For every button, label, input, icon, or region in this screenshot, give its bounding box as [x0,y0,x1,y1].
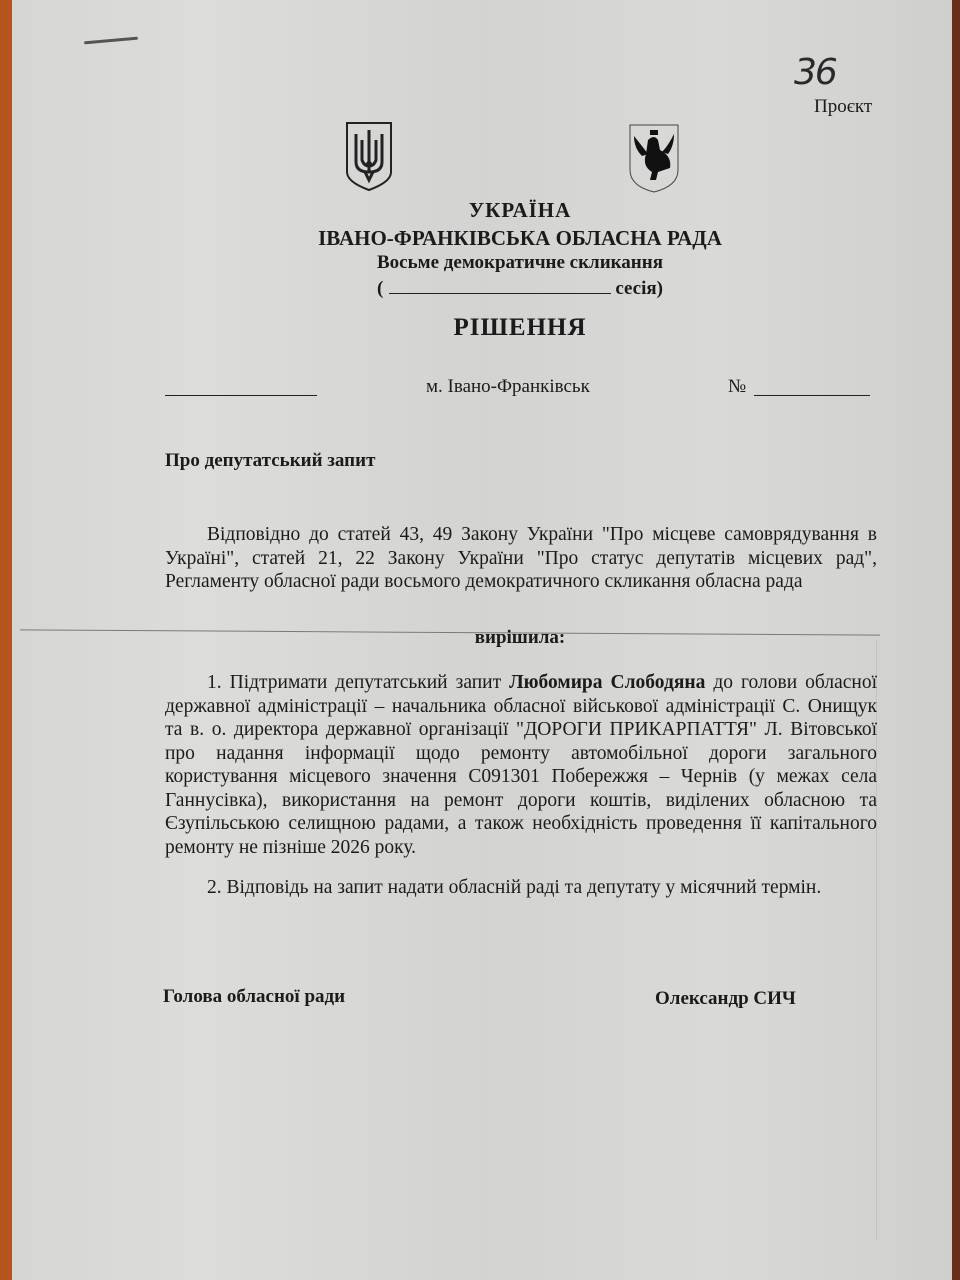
number-blank [754,395,870,396]
signature-name: Олександр СИЧ [655,988,796,1009]
signature-title: Голова обласної ради [163,986,346,1007]
number-label: № [728,376,747,397]
ivano-frankivsk-jackdaw-emblem-icon [628,122,680,194]
session-open-paren: ( [377,278,384,299]
session-line [0,277,960,300]
city-label: м. Івано-Франківськ [426,376,590,397]
date-blank [165,395,317,396]
document-type-heading: РІШЕННЯ [453,314,587,341]
resolution-item-1 [165,671,877,859]
draft-label: Проєкт [814,96,873,117]
session-label: сесія) [615,278,663,299]
item-1-suffix: до голови обласної державної адміністрації – начальника обласної військової адміністрації С. Онищук та в. о. директора державної організації "ДОРОГИ ПРИКАРПАТТЯ" Л. Вітовської про надання інформації щодо ремонту автомобільної дороги загального користування місцевого значення С091301 Побережжя – Чернів (у межах села Ганнусівка), використання на ремонт дороги коштів, виділених обласною та Єзупільською селищною радами, а також необхідність проведення її капітального ремонту не пізніше 2026 року. [165,672,877,858]
deputy-name: Любомира Слободяна [509,672,706,693]
resolution-item-2: 2. Відповідь на запит надати обласній раді та депутату у місячний термін. [207,877,822,898]
handwritten-page-number: 36 [794,52,836,93]
country-heading: УКРАЇНА [468,198,572,222]
ukraine-trident-icon [344,120,394,192]
session-blank [389,277,611,294]
document-subject: Про депутатський запит [165,450,376,471]
convocation-heading: Восьме демократичне скликання [377,252,663,273]
item-1-prefix: 1. Підтримати депутатський запит [207,672,510,693]
council-heading: ІВАНО-ФРАНКІВСЬКА ОБЛАСНА РАДА [318,226,722,250]
resolved-heading: вирішила: [474,627,566,648]
intro-paragraph: Відповідно до статей 43, 49 Закону України "Про місцеве самоврядування в Україні", статей 21, 22 Закону України "Про статус депутатів місцевих рад", Регламенту обласної ради восьмого демократичного скликання обласна рада [165,524,877,592]
